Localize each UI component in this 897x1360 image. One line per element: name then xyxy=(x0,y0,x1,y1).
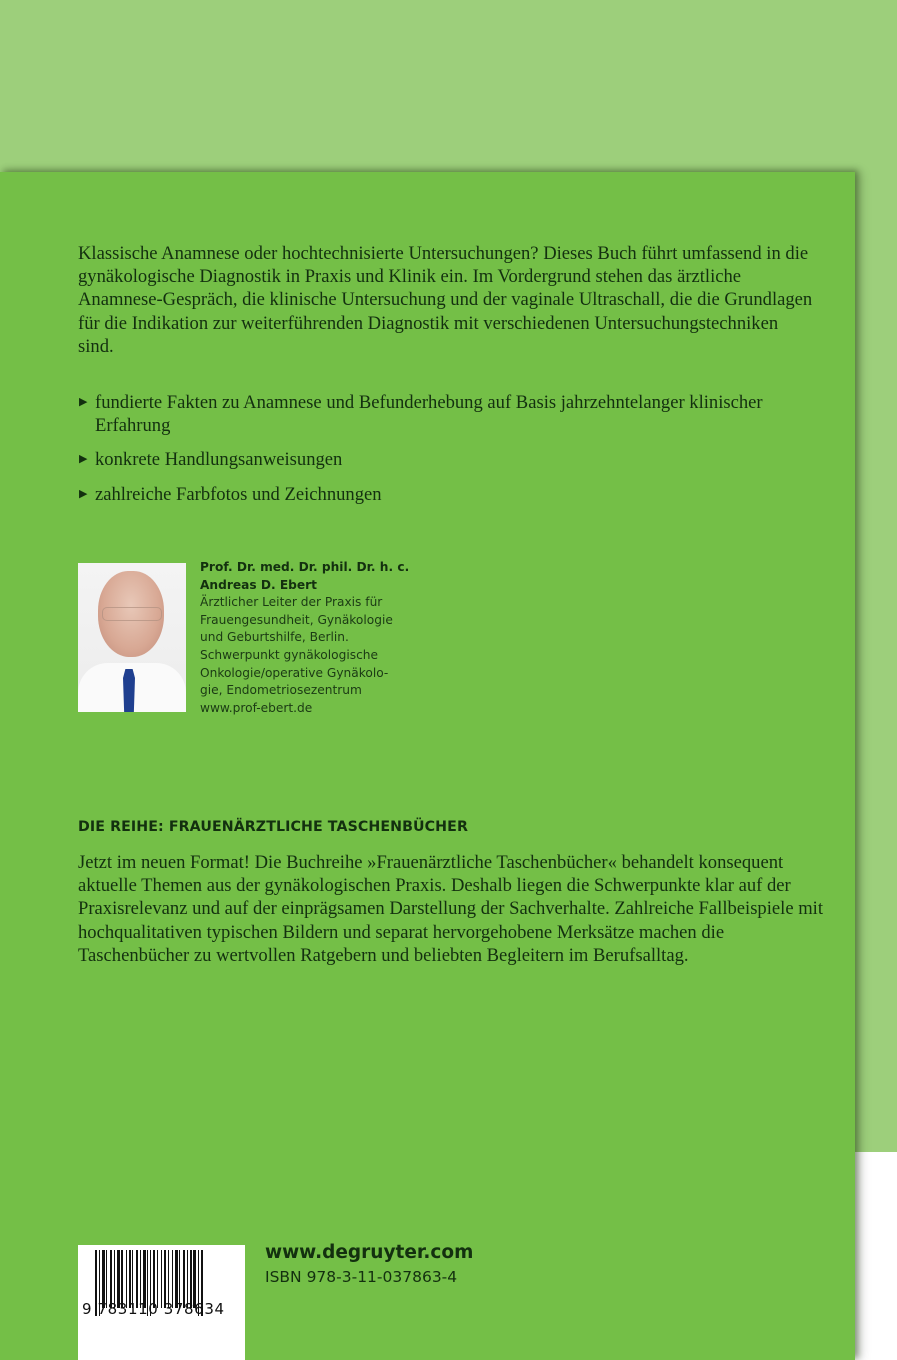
photo-tie xyxy=(123,669,135,712)
author-website: www.prof-ebert.de xyxy=(200,700,313,715)
isbn-number: ISBN 978-3-11-037863-4 xyxy=(265,1268,458,1286)
author-bio xyxy=(200,559,440,717)
feature-item xyxy=(78,391,818,437)
author-bio-line: Ärztlicher Leiter der Praxis für xyxy=(200,595,383,610)
author-bio-line: und Geburtshilfe, Berlin. xyxy=(200,630,349,645)
author-bio-line: Schwerpunkt gynäkologische xyxy=(200,647,378,662)
feature-text: konkrete Handlungsanweisungen xyxy=(95,449,343,471)
feature-text: zahlreiche Farbfotos und Zeichnungen xyxy=(95,483,382,505)
author-block xyxy=(78,560,438,715)
triangle-right-icon: ▶ xyxy=(79,396,88,408)
author-bio-line: gie, Endometriosezentrum xyxy=(200,683,362,698)
author-title: Prof. Dr. med. Dr. phil. Dr. h. c. xyxy=(200,560,410,574)
feature-list xyxy=(78,391,818,517)
feature-text: fundierte Fakten zu Anamnese und Befunderhebung auf Basis jahrzehntelanger klinischer Erfahrung xyxy=(95,392,763,437)
feature-item xyxy=(78,483,818,506)
publisher-website-link[interactable]: www.degruyter.com xyxy=(265,1242,474,1263)
author-bio-line: Frauengesundheit, Gynäkologie xyxy=(200,612,393,627)
photo-glasses xyxy=(102,607,162,621)
feature-item xyxy=(78,448,818,471)
author-name: Andreas D. Ebert xyxy=(200,577,317,592)
triangle-right-icon: ▶ xyxy=(79,487,88,500)
author-photo xyxy=(78,563,186,712)
series-heading: DIE REIHE: FRAUENÄRZTLICHE TASCHENBÜCHER xyxy=(78,819,468,835)
barcode xyxy=(78,1245,245,1360)
author-bio-line: Onkologie/operative Gynäkolo- xyxy=(200,665,389,680)
triangle-right-icon: ▶ xyxy=(79,453,88,466)
barcode-number: 9 783110 378634 xyxy=(82,1300,225,1318)
series-description: Jetzt im neuen Format! Die Buchreihe »Frauenärztliche Taschenbücher« behandelt konsequent aktuelle Themen aus der gynäkologischen Praxis. Deshalb liegen die Schwerpunkte klar auf der Praxisrelevanz und auf der einprägsamen Darstellung der Sachverhalte. Zahlreiche Fallbeispiele mit hochqualitativen typischen Bildern und separat hervorgehobene Merksätze machen die Taschenbücher zu wertvollen Ratgebern und beliebten Begleitern im Berufsalltag. xyxy=(78,852,824,966)
intro-paragraph: Klassische Anamnese oder hochtechnisierte Untersuchungen? Dieses Buch führt umfassend in die gynäkologische Diagnostik in Praxis und Klinik ein. Im Vordergrund stehen das ärztliche Anamnese-Gespräch, die klinische Untersuchung und der vaginale Ultraschall, die die Grundlagen für die Indikation zur weiterführenden Diagnostik mit verschiedenen Untersuchungstechniken sind. xyxy=(78,243,813,357)
